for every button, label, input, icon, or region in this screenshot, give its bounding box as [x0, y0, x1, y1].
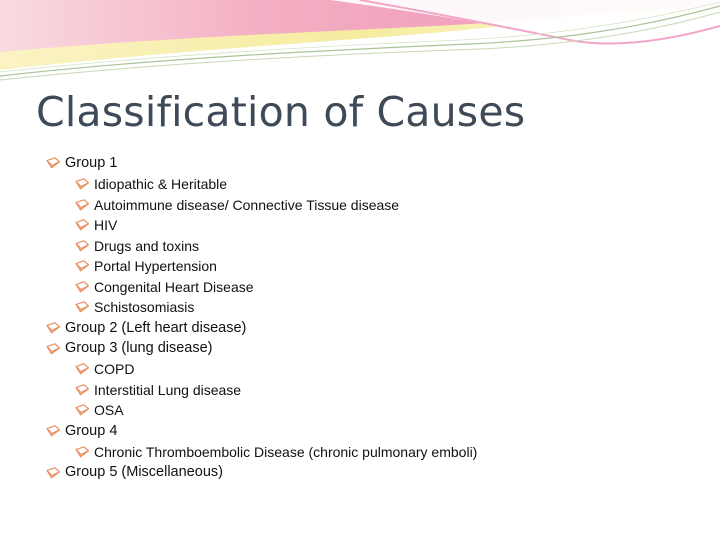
- wedge-bullet-icon: [75, 301, 91, 313]
- list-item-level-2: [46, 194, 706, 215]
- list-item-level-2: [46, 215, 706, 236]
- wedge-bullet-icon: [46, 425, 62, 437]
- list-item-level-1: [46, 153, 706, 174]
- list-item-text: Group 1: [65, 155, 118, 172]
- list-item-level-2: [46, 297, 706, 318]
- wedge-bullet-icon: [46, 467, 62, 479]
- list-item-text: Group 2 (Left heart disease): [65, 319, 247, 336]
- list-item-text: Group 3 (lung disease): [65, 340, 213, 357]
- list-item-text: Group 4: [65, 422, 118, 439]
- list-item-level-2: [46, 256, 706, 277]
- list-item-text: HIV: [94, 217, 118, 234]
- wedge-bullet-icon: [75, 178, 91, 190]
- list-item-level-2: [46, 235, 706, 256]
- wedge-bullet-icon: [75, 384, 91, 396]
- list-item-level-2: [46, 359, 706, 380]
- wedge-bullet-icon: [75, 240, 91, 252]
- list-item-text: Congenital Heart Disease: [94, 278, 254, 295]
- wedge-bullet-icon: [75, 219, 91, 231]
- list-item-text: Autoimmune disease/ Connective Tissue disease: [94, 196, 400, 213]
- list-item-text: Chronic Thromboembolic Disease (chronic pulmonary emboli): [94, 443, 478, 460]
- list-item-text: Idiopathic & Heritable: [94, 176, 228, 193]
- list-item-level-1: [46, 338, 706, 359]
- wedge-bullet-icon: [75, 199, 91, 211]
- list-item-text: Drugs and toxins: [94, 237, 200, 254]
- wedge-bullet-icon: [46, 322, 62, 334]
- list-item-level-1: [46, 317, 706, 338]
- wedge-bullet-icon: [75, 363, 91, 375]
- bullet-list: [46, 153, 706, 483]
- list-item-text: Group 5 (Miscellaneous): [65, 464, 223, 481]
- list-item-text: COPD: [94, 361, 135, 378]
- wedge-bullet-icon: [46, 157, 62, 169]
- list-item-text: Schistosomiasis: [94, 299, 195, 316]
- list-item-text: Interstitial Lung disease: [94, 381, 242, 398]
- header-decoration: [0, 0, 720, 90]
- wedge-bullet-icon: [75, 281, 91, 293]
- slide-title: Classification of Causes: [36, 88, 526, 136]
- list-item-level-2: [46, 442, 706, 463]
- wedge-bullet-icon: [75, 260, 91, 272]
- wedge-bullet-icon: [75, 446, 91, 458]
- list-item-level-1: [46, 421, 706, 442]
- list-item-level-2: [46, 276, 706, 297]
- list-item-level-2: [46, 174, 706, 195]
- wedge-bullet-icon: [75, 404, 91, 416]
- list-item-text: Portal Hypertension: [94, 258, 217, 275]
- list-item-level-1: [46, 462, 706, 483]
- list-item-level-2: [46, 400, 706, 421]
- wedge-bullet-icon: [46, 343, 62, 355]
- list-item-text: OSA: [94, 402, 124, 419]
- list-item-level-2: [46, 380, 706, 401]
